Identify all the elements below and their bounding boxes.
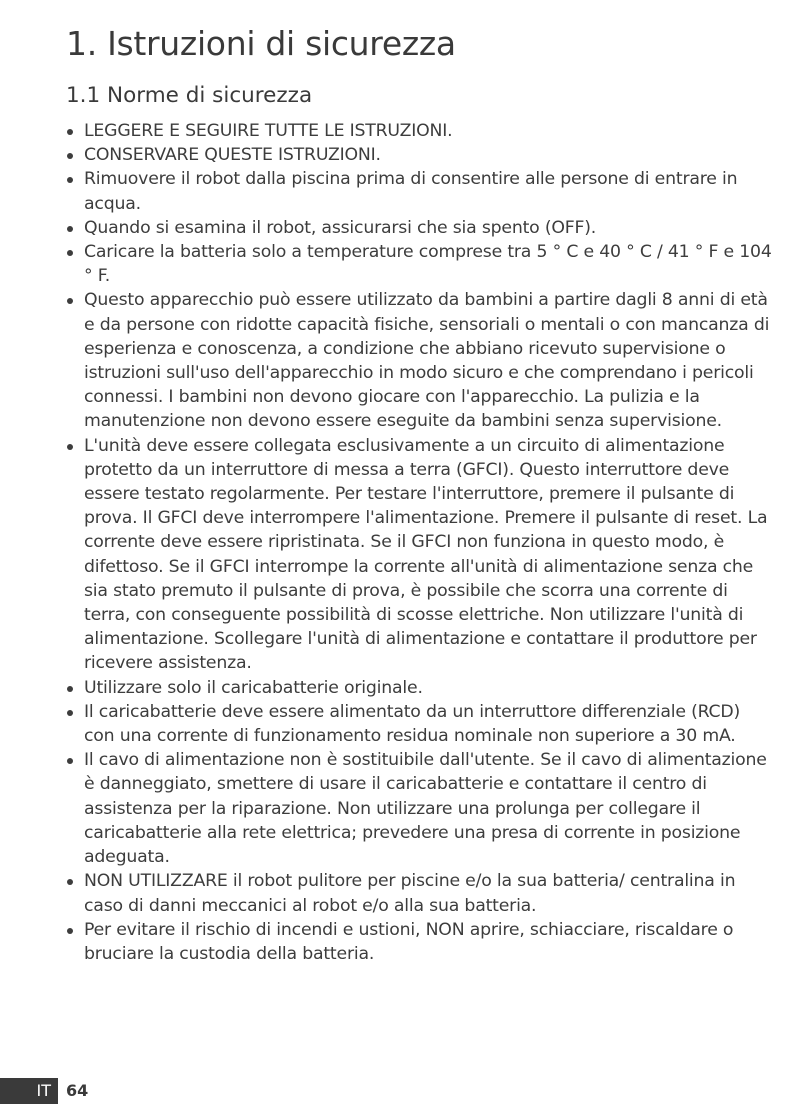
list-item-text: Rimuovere il robot dalla piscina prima di consentire alle persone di entrare in acqua. — [84, 169, 738, 214]
list-item-text: Utilizzare solo il caricabatterie originale. — [84, 677, 423, 698]
list-item-text: Questo apparecchio può essere utilizzato da bambini a partire dagli 8 anni di età e da persone con ridotte capacità fisiche, sensoriali o mentali o con mancanza di esperienza e conoscenza, a condizione che abbiano ricevuto supervisione o istruzioni sull'uso dell'apparecchio in modo sicuro e che comprendano i pericoli connessi. I bambini non devono giocare con l'apparecchio. La pulizia e la manutenzione non devono essere eseguite da bambini senza supervisione. — [84, 290, 770, 432]
list-item-text: Caricare la batteria solo a temperature comprese tra 5 ° C e 40 ° C / 41 ° F e 104 ° F. — [84, 242, 772, 287]
list-item — [62, 288, 774, 433]
bullet-icon — [67, 129, 73, 135]
list-item-text: L'unità deve essere collegata esclusivamente a un circuito di alimentazione protetto da un interruttore di messa a terra (GFCI). Questo interruttore deve essere testato regolarmente. Per testare l'interruttore, premere il pulsante di prova. Il GFCI deve interrompere l'alimentazione. Premere il pulsante di reset. La corrente deve essere ripristinata. Se il GFCI non funziona in questo modo, è difettoso. Se il GFCI interrompe la corrente all'unità di alimentazione senza che sia stato premuto il pulsante di prova, è possibile che scorra una corrente di terra, con conseguente possibilità di scosse elettriche. Non utilizzare l'unità di alimentazione. Scollegare l'unità di alimentazione e contattare il produttore per ricevere assistenza. — [84, 435, 768, 674]
bullet-icon — [67, 444, 73, 450]
bullet-icon — [67, 177, 73, 183]
list-item-text: Il caricabatterie deve essere alimentato da un interruttore differenziale (RCD) con una corrente di funzionamento residua nominale non superiore a 30 mA. — [84, 701, 741, 747]
bullet-icon — [67, 226, 73, 232]
bullet-icon — [67, 153, 73, 159]
list-item — [62, 216, 774, 240]
page-number: 64 — [66, 1081, 89, 1100]
list-item-text: CONSERVARE QUESTE ISTRUZIONI. — [84, 145, 381, 166]
list-item-text: Per evitare il rischio di incendi e ustioni, NON aprire, schiacciare, riscaldare o bruciare la custodia della batteria. — [84, 919, 734, 964]
bullet-icon — [67, 879, 73, 885]
bullet-icon — [67, 250, 73, 256]
bullet-icon — [67, 686, 73, 692]
bullet-icon — [67, 758, 73, 764]
list-item — [62, 748, 774, 869]
bullet-icon — [67, 298, 73, 304]
list-item — [62, 119, 774, 143]
safety-rules-list — [62, 119, 774, 966]
language-tag: IT — [0, 1078, 58, 1104]
list-item — [62, 143, 774, 167]
list-item — [62, 240, 774, 288]
list-item-text: LEGGERE E SEGUIRE TUTTE LE ISTRUZIONI. — [84, 121, 453, 141]
list-item — [62, 918, 774, 966]
list-item-text: NON UTILIZZARE il robot pulitore per piscine e/o la sua batteria/ centralina in caso di danni meccanici al robot e/o alla sua batteria. — [84, 871, 736, 916]
list-item — [62, 676, 774, 700]
bullet-icon — [67, 928, 73, 934]
page-title: 1. Istruzioni di sicurezza — [66, 24, 456, 63]
list-item — [62, 869, 774, 917]
list-item-text: Il cavo di alimentazione non è sostituibile dall'utente. Se il cavo di alimentazione è danneggiato, smettere di usare il caricabatterie e contattare il centro di assistenza per la riparazione. Non utilizzare una prolunga per collegare il caricabatterie alla rete elettrica; prevedere una presa di corrente in posizione adeguata. — [84, 750, 767, 868]
bullet-icon — [67, 710, 73, 716]
list-item — [62, 167, 774, 215]
list-item — [62, 700, 774, 748]
list-item-text: Quando si esamina il robot, assicurarsi che sia spento (OFF). — [84, 217, 597, 238]
section-subtitle: 1.1 Norme di sicurezza — [66, 83, 313, 108]
list-item — [62, 434, 774, 676]
